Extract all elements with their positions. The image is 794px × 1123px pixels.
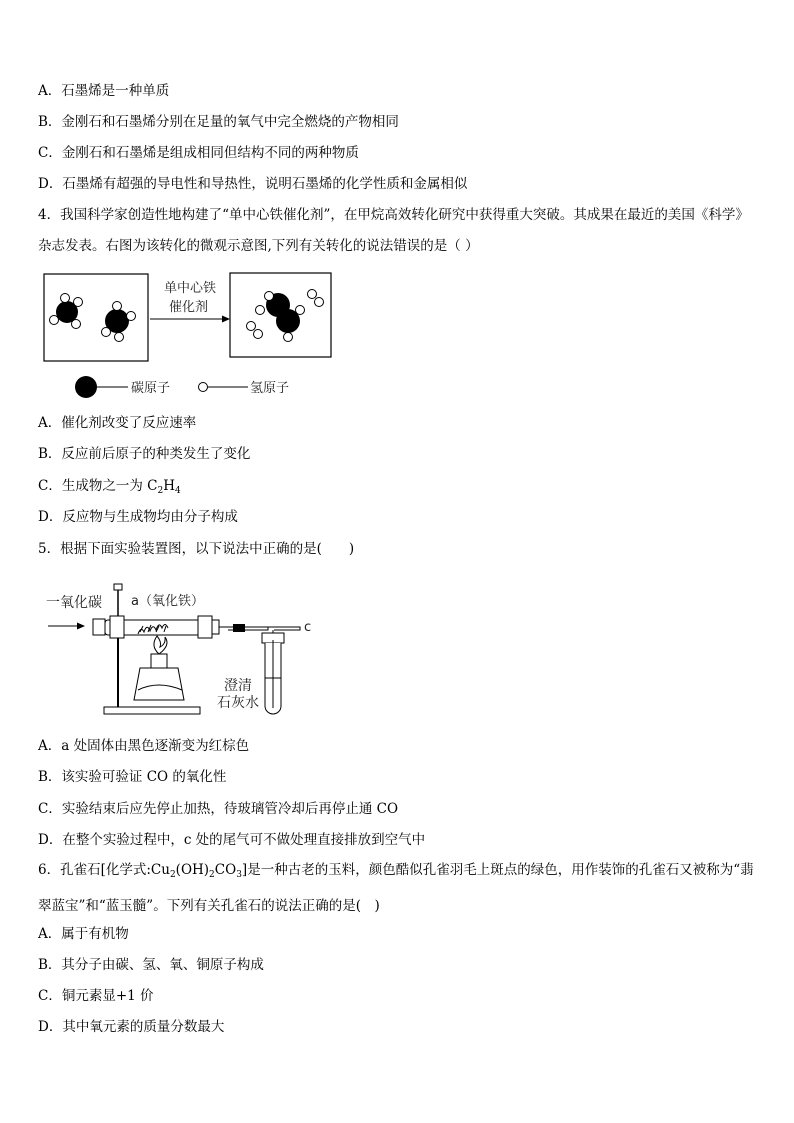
- q3-option-c: [38, 144, 359, 162]
- option-letter: D．: [38, 509, 63, 525]
- option-text: 生成物之一为 C: [61, 478, 158, 494]
- q5-option-b: [38, 768, 226, 786]
- option-letter: A．: [38, 415, 62, 431]
- catalyst-label-line1: 单中心铁: [164, 281, 217, 296]
- arrow-head-icon: [222, 316, 230, 323]
- q6-stem: [38, 855, 760, 922]
- option-text: H: [163, 478, 175, 494]
- option-text: 催化剂改变了反应速率: [61, 415, 197, 431]
- co-inlet-arrow: [48, 623, 85, 630]
- option-text: 反应前后原子的种类发生了变化: [61, 446, 251, 462]
- option-letter: A．: [38, 926, 62, 942]
- subscript: 3: [236, 870, 242, 880]
- q6-option-b: [38, 956, 264, 974]
- hydrogen-atom-icon: [199, 383, 208, 392]
- option-letter: C．: [38, 145, 62, 161]
- option-text: 属于有机物: [61, 926, 129, 942]
- option-letter: B．: [38, 446, 62, 462]
- option-text: 实验结束后应先停止加热，待玻璃管冷却后再停止通 CO: [61, 801, 399, 817]
- q3-option-d: [38, 175, 467, 193]
- option-letter: B．: [38, 114, 62, 130]
- option-text: 其分子由碳、氢、氧、铜原子构成: [61, 957, 264, 973]
- option-text: 金刚石和石墨烯分别在足量的氧气中完全燃烧的产物相同: [61, 114, 399, 130]
- option-letter: B．: [38, 957, 62, 973]
- subscript: 2: [169, 870, 176, 880]
- q6-option-d: [38, 1018, 224, 1036]
- option-text: 其中氧元素的质量分数最大: [62, 1019, 225, 1035]
- co-label: 一氧化碳: [46, 595, 102, 611]
- option-letter: C．: [38, 988, 62, 1004]
- q6-option-a: [38, 925, 129, 943]
- option-letter: C．: [38, 478, 62, 494]
- legend-hydrogen: [199, 381, 290, 396]
- q4-stem: 4．我国科学家创造性地构建了“单中心铁催化剂”，在甲烷高效转化研究中获得重大突破。其成果在最近的美国《科学》杂志发表。右图为该转化的微观示意图,下列有关转化的说法错误的是（ ）: [38, 207, 749, 254]
- q5-option-a: [38, 737, 249, 755]
- option-text: a 处固体由黑色逐渐变为红棕色: [61, 738, 250, 754]
- option-letter: D．: [38, 832, 63, 848]
- stem-text: CO: [214, 862, 237, 878]
- stem-text: 6．孔雀石[化学式:Cu: [38, 862, 170, 878]
- option-text: 石墨烯有超强的导电性和导热性，说明石墨烯的化学性质和金属相似: [62, 176, 468, 192]
- option-letter: C．: [38, 801, 62, 817]
- option-letter: B．: [38, 769, 62, 785]
- limewater-label-line1: 澄清: [224, 678, 252, 694]
- q4-option-d: [38, 508, 238, 526]
- c-label: c: [304, 620, 312, 635]
- alcohol-lamp: [134, 636, 184, 700]
- q6-option-c: [38, 987, 154, 1005]
- legend-hydrogen-label: 氢原子: [250, 381, 290, 396]
- q4-option-c: [38, 477, 181, 500]
- arrow-right-icon: [77, 623, 85, 630]
- stem-text: ]是一种古老的玉料，颜色酷似孔雀羽毛上斑点的绿色，用作装饰的孔雀石又被称为“翡翠蓝宝”和“蓝玉髓”。下列有关孔雀石的说法正确的是( ): [38, 862, 754, 914]
- legend-carbon: [75, 376, 170, 398]
- q4-option-b: [38, 445, 250, 463]
- q5-apparatus-diagram: [38, 578, 328, 720]
- q5-option-d: [38, 831, 425, 849]
- q3-option-a: [38, 82, 169, 100]
- option-letter: A．: [38, 738, 62, 754]
- catalyst-label-line2: 催化剂: [169, 300, 209, 315]
- carbon-atom-icon: [75, 376, 97, 398]
- option-text: 在整个实验过程中，c 处的尾气可不做处理直接排放到空气中: [62, 832, 426, 848]
- q3-option-b: [38, 113, 399, 131]
- option-letter: A．: [38, 83, 62, 99]
- legend-carbon-label: 碳原子: [131, 381, 171, 396]
- q4-reaction-diagram: [38, 270, 338, 400]
- option-text: 反应物与生成物均由分子构成: [62, 509, 238, 525]
- test-tube: [262, 633, 284, 714]
- subscript: 2: [157, 486, 164, 496]
- a-label: a（氧化铁）: [131, 594, 204, 609]
- option-letter: D．: [38, 1019, 63, 1035]
- stem-text: (OH): [175, 862, 210, 878]
- subscript: 2: [209, 870, 215, 880]
- option-text: 铜元素显+1 价: [61, 988, 154, 1004]
- option-text: 金刚石和石墨烯是组成相同但结构不同的两种物质: [61, 145, 359, 161]
- option-text: 石墨烯是一种单质: [61, 83, 170, 99]
- q5-option-c: [38, 800, 398, 818]
- subscript: 4: [174, 486, 181, 496]
- combustion-tube: [93, 616, 219, 638]
- q5-stem: 5．根据下面实验装置图，以下说法中正确的是( ): [38, 541, 355, 557]
- option-text: 该实验可验证 CO 的氧化性: [61, 769, 227, 785]
- option-letter: D．: [38, 176, 63, 192]
- limewater-label-line2: 石灰水: [217, 695, 259, 711]
- q4-option-a: [38, 414, 196, 432]
